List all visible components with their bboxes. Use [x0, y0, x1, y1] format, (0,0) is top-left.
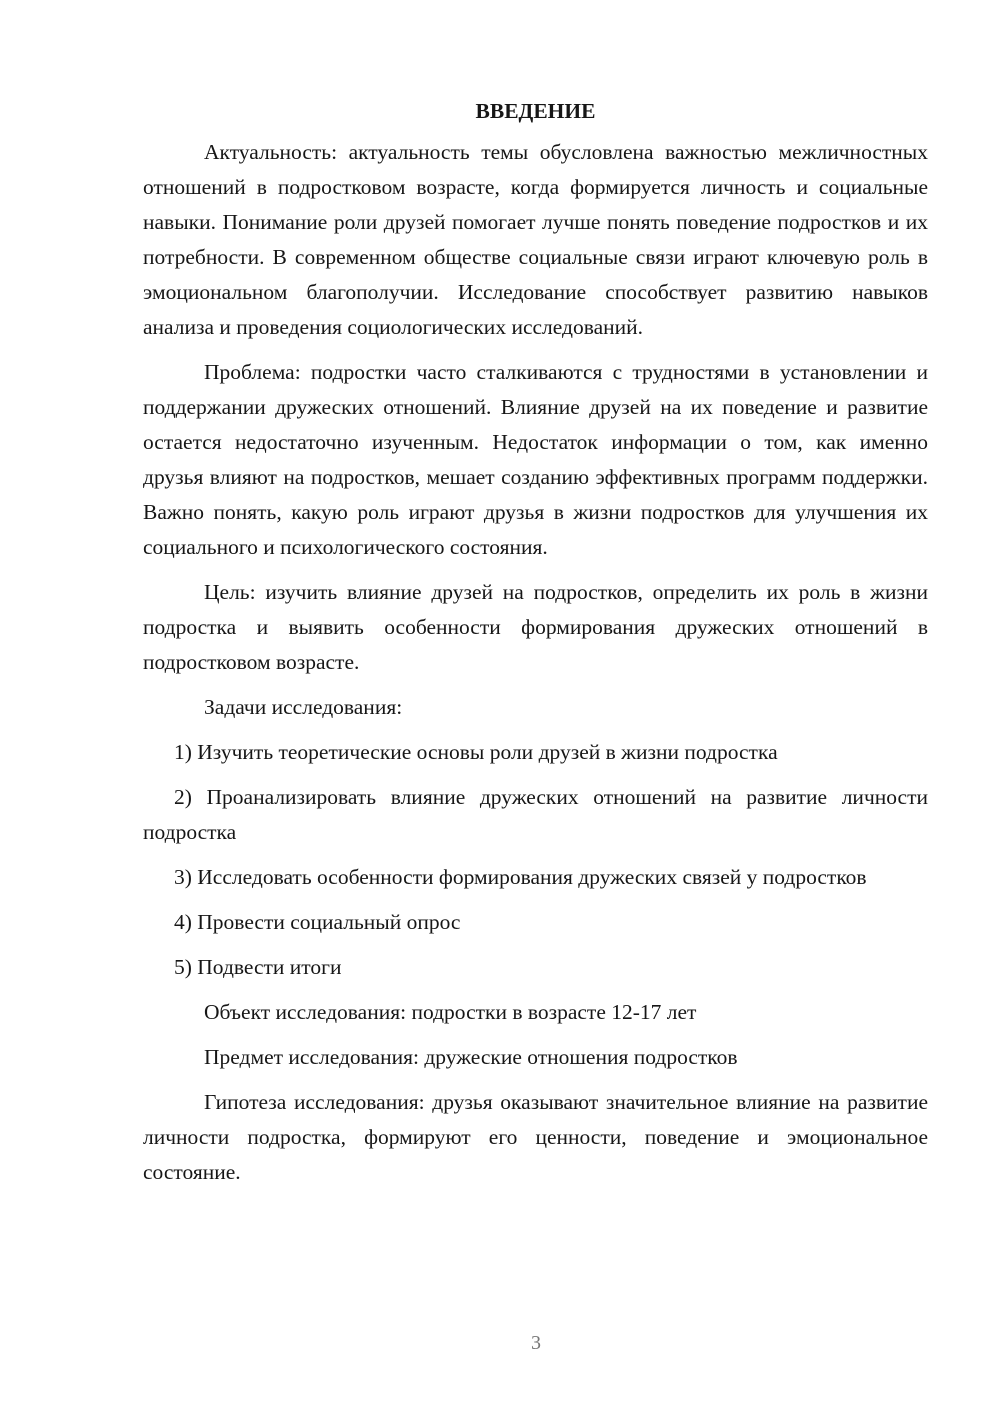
problem-paragraph: Проблема: подростки часто сталкиваются с трудностями в установлении и поддержании дружеских отношений. Влияние друзей на их поведение и развитие остается недостаточно изученным. Недостаток информации о том, как именно друзья влияют на подростков, мешает созданию эффективных программ поддержки. Важно понять, какую роль играют друзья в жизни подростков для улучшения их социального и психологического состояния. — [143, 360, 928, 559]
page-title: ВВЕДЕНИЕ — [475, 99, 596, 123]
research-object: Объект исследования: подростки в возрасте 12-17 лет — [204, 1000, 697, 1024]
task-item: 1) Изучить теоретические основы роли друзей в жизни подростка — [174, 740, 778, 764]
goal-paragraph: Цель: изучить влияние друзей на подростков, определить их роль в жизни подростка и выявить особенности формирования дружеских отношений в подростковом возрасте. — [143, 580, 928, 674]
research-hypothesis: Гипотеза исследования: друзья оказывают значительное влияние на развитие личности подростка, формируют его ценности, поведение и эмоциональное состояние. — [143, 1090, 928, 1184]
tasks-heading: Задачи исследования: — [204, 695, 403, 719]
page-number: 3 — [531, 1332, 541, 1354]
research-subject: Предмет исследования: дружеские отношения подростков — [204, 1045, 738, 1069]
relevance-paragraph: Актуальность: актуальность темы обусловлена важностью межличностных отношений в подростковом возрасте, когда формируется личность и социальные навыки. Понимание роли друзей помогает лучше понять поведение подростков и их потребности. В современном обществе социальные связи играют ключевую роль в эмоциональном благополучии. Исследование способствует развитию навыков анализа и проведения социологических исследований. — [143, 140, 928, 339]
task-item: 4) Провести социальный опрос — [174, 910, 461, 934]
task-item: 3) Исследовать особенности формирования дружеских связей у подростков — [174, 865, 867, 889]
task-item: 2) Проанализировать влияние дружеских отношений на развитие личности подростка — [143, 785, 928, 844]
document-page — [143, 90, 928, 1200]
task-item: 5) Подвести итоги — [174, 955, 342, 979]
